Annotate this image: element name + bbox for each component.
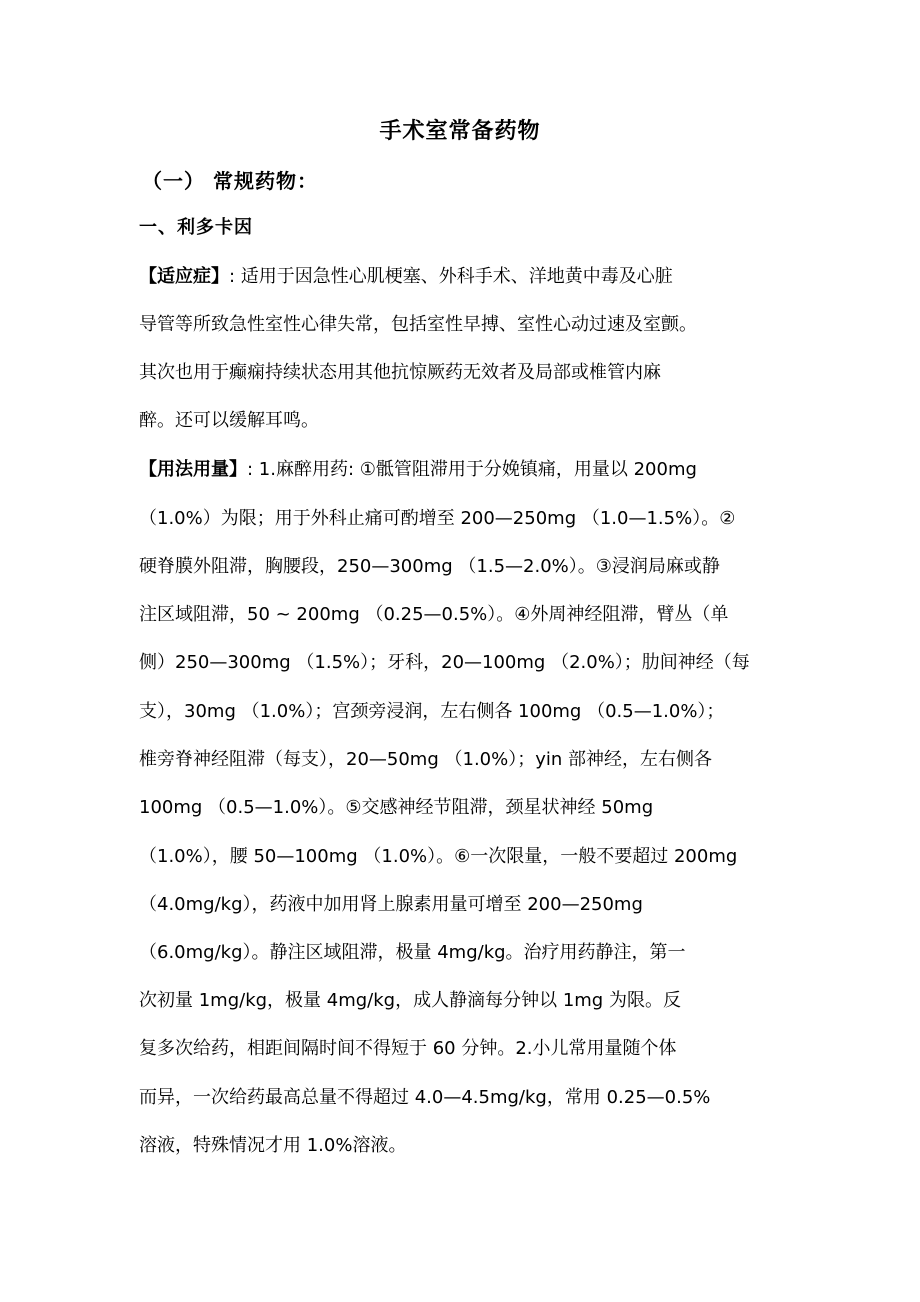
indications-line-1 (139, 262, 799, 292)
document-title: 手术室常备药物 (379, 119, 541, 144)
dosage-line-10: （4.0mg/kg），药液中加用肾上腺素用量可增至 200—250mg (139, 894, 643, 915)
indications-line-4: 醉。还可以缓解耳鸣。 (139, 410, 319, 431)
section-heading: （一） 常规药物： (142, 169, 318, 193)
dosage-line-12: 次初量 1mg/kg，极量 4mg/kg，成人静滴每分钟以 1mg 为限。反 (139, 990, 681, 1011)
dosage-line-6: 支），30mg （1.0%）；宫颈旁浸润，左右侧各 100mg （0.5—1.0%）； (139, 701, 725, 722)
dosage-line-8: 100mg （0.5—1.0%）。⑤交感神经节阻滞，颈星状神经 50mg (139, 797, 654, 818)
indications-line-2: 导管等所致急性室性心律失常，包括室性早搏、室性心动过速及室颤。 (139, 314, 697, 335)
dosage-line-11: （6.0mg/kg）。静注区域阻滞，极量 4mg/kg。治疗用药静注，第一 (139, 942, 686, 963)
dosage-line-7: 椎旁脊神经阻滞（每支），20—50mg （1.0%）；yin 部神经，左右侧各 (139, 749, 713, 770)
dosage-line-1 (139, 455, 799, 485)
dosage-line-4: 注区域阻滞，50 ~ 200mg （0.25—0.5%）。④外周神经阻滞，臂丛（单 (139, 604, 729, 625)
dosage-line-15: 溶液，特殊情况才用 1.0%溶液。 (139, 1135, 407, 1156)
dosage-label: 【用法用量】 (139, 459, 247, 480)
dosage-line-14: 而异，一次给药最高总量不得超过 4.0—4.5mg/kg，常用 0.25—0.5% (139, 1087, 711, 1108)
dosage-line-2: （1.0%）为限；用于外科止痛可酌增至 200—250mg （1.0—1.5%）。② (139, 508, 736, 529)
indications-label: 【适应症】 (139, 266, 229, 287)
indications-line-3: 其次也用于癫痫持续状态用其他抗惊厥药无效者及局部或椎管内麻 (139, 362, 661, 383)
dosage-text: : 1.麻醉用药: ①骶管阻滞用于分娩镇痛，用量以 200mg (247, 459, 697, 480)
dosage-line-13: 复多次给药，相距间隔时间不得短于 60 分钟。2.小儿常用量随个体 (139, 1038, 677, 1059)
indications-text: : 适用于因急性心肌梗塞、外科手术、洋地黄中毒及心脏 (229, 266, 673, 287)
drug-heading: 一、利多卡因 (139, 217, 253, 238)
dosage-line-3: 硬脊膜外阻滞，胸腰段，250—300mg （1.5—2.0%）。③浸润局麻或静 (139, 556, 720, 577)
dosage-line-9: （1.0%），腰 50—100mg （1.0%）。⑥一次限量，一般不要超过 200mg (139, 846, 738, 867)
dosage-line-5: 侧）250—300mg （1.5%）；牙科，20—100mg （2.0%）；肋间神经（每 (139, 652, 750, 673)
